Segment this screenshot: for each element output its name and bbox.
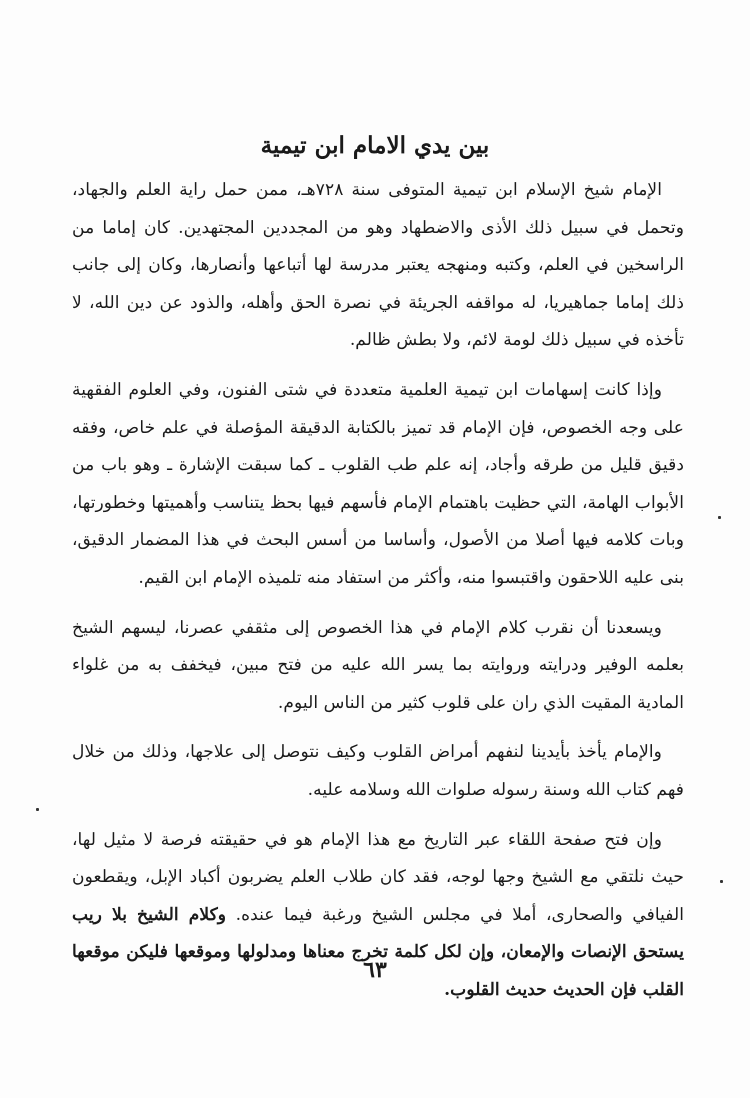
- page-number: ٦٣: [363, 957, 387, 983]
- paragraph-1: الإمام شيخ الإسلام ابن تيمية المتوفى سنة ٧٢٨هـ، ممن حمل راية العلم والجهاد، وتحمل في سبيل ذلك الأذى والاضطهاد وهو من المجددين المجتهدين. كان إماما من الراسخين في العلم، وكتبه ومنهجه يعتبر مدرسة لها أتباعها وأنصارها، وكان إلى جانب ذلك إماما جماهيريا، له مواقفه الجريئة في نصرة الحق وأهله، والذود عن دين الله، لا تأخذه في سبيل ذلك لومة لائم، ولا بطش ظالم.: [72, 180, 684, 351]
- paragraph-4: والإمام يأخذ بأيدينا لنفهم أمراض القلوب وكيف نتوصل إلى علاجها، وذلك من خلال فهم كتاب الله وسنة رسوله صلوات الله وسلامه عليه.: [72, 742, 684, 800]
- paragraph-5-bold: وكلام الشيخ بلا ريب يستحق الإنصات والإمعان، وإن لكل كلمة تخرج معناها ومدلولها وموقعها فليكن موقعها القلب فإن الحديث حديث القلوب.: [72, 904, 684, 1000]
- chapter-title: بين يدي الامام ابن تيمية: [260, 132, 490, 159]
- paragraph-5-regular: وإن فتح صفحة اللقاء عبر التاريخ مع هذا الإمام هو في حقيقته فرصة لا مثيل لها، حيث نلتقي مع الشيخ وجها لوجه، فقد كان طلاب العلم يضربون أكباد الإبل، ويقطعون الفيافي والصحارى، أملا في مجلس الشيخ ورغبة فيما عنده.: [72, 829, 684, 925]
- scan-speck: [36, 808, 39, 811]
- scan-speck: [718, 516, 721, 519]
- body-text: [72, 172, 684, 1023]
- paragraph-2: وإذا كانت إسهامات ابن تيمية العلمية متعددة في شتى الفنون، وفي العلوم الفقهية على وجه الخصوص، فإن الإمام قد تميز بالكتابة الدقيقة المؤصلة في علم خاص، وفقه دقيق قليل من طرقه وأجاد، إنه علم طب القلوب ـ كما سبقت الإشارة ـ وهو باب من الأبواب الهامة، التي حظيت باهتمام الإمام فأسهم فيها بحظ يتناسب وأهميتها وخطورتها، وبات كلامه فيها أصلا من الأصول، وأساسا من أسس البحث في هذا المضمار الدقيق، بنى عليه اللاحقون واقتبسوا منه، وأكثر من استفاد منه تلميذه الإمام ابن القيم.: [72, 379, 684, 588]
- paragraph-3: ويسعدنا أن نقرب كلام الإمام في هذا الخصوص إلى مثقفي عصرنا، ليسهم الشيخ بعلمه الوفير ودرايته وروايته بما يسر الله عليه من فتح مبين، فيخفف به من غلواء المادية المقيت الذي ران على قلوب كثير من الناس اليوم.: [72, 617, 684, 713]
- scan-speck: [720, 880, 723, 883]
